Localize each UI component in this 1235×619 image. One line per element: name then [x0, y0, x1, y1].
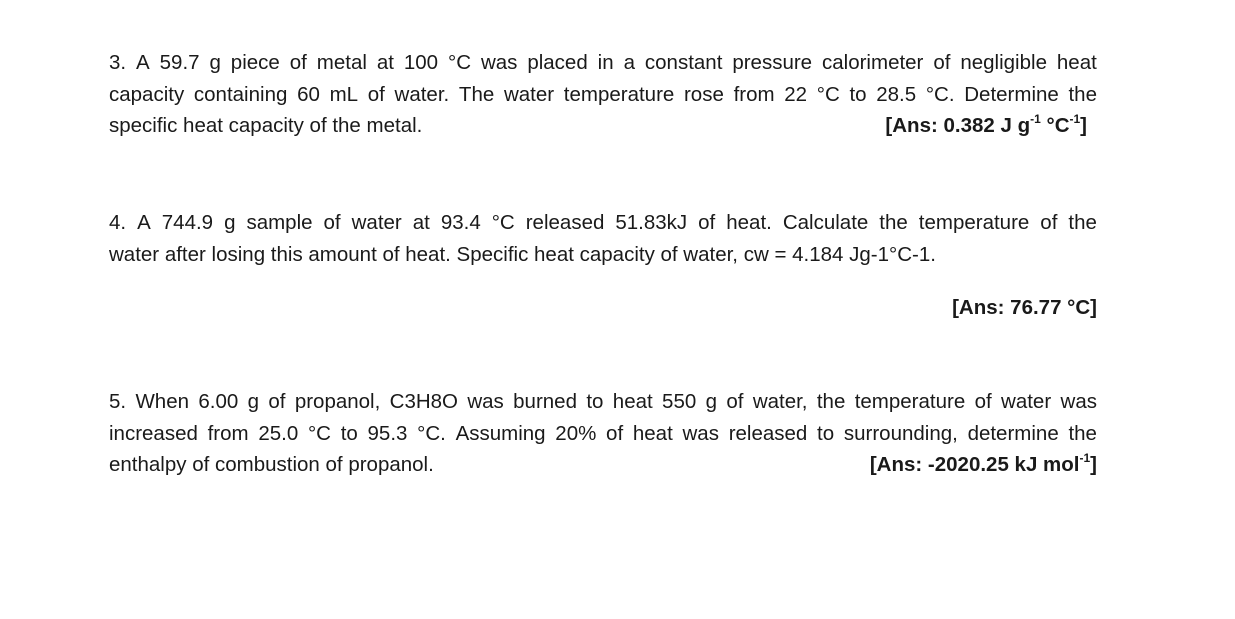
word: °C	[816, 82, 840, 106]
word: g	[247, 390, 260, 413]
word: heat	[1056, 51, 1097, 74]
word: The	[458, 82, 495, 106]
word: to	[817, 421, 835, 445]
answer-4-row	[109, 292, 1097, 324]
word: water	[503, 82, 555, 106]
word: released	[525, 211, 605, 234]
word: When	[135, 390, 190, 413]
word: piece	[230, 51, 280, 74]
word: in	[597, 51, 614, 74]
word: Determine	[964, 82, 1059, 106]
word: temperature	[918, 211, 1030, 234]
word: 4.	[109, 211, 127, 234]
question-5-line-2	[109, 418, 1097, 450]
word: to	[586, 390, 604, 413]
word: of	[367, 82, 385, 106]
word: A	[136, 51, 150, 74]
word: heat.	[726, 211, 772, 234]
word: heat	[632, 421, 673, 445]
word: °C	[491, 211, 515, 234]
word: C3H8O	[389, 390, 458, 413]
word: sample	[246, 211, 313, 234]
word: temperature	[854, 390, 966, 413]
word: from	[733, 82, 775, 106]
word: from	[207, 421, 249, 445]
word: 5.	[109, 390, 127, 413]
word: water,	[752, 390, 808, 413]
answer-3-post: ]	[1080, 114, 1087, 137]
word: 3.	[109, 51, 127, 74]
word: 95.3	[367, 421, 408, 445]
word: 93.4	[440, 211, 481, 234]
word: metal	[316, 51, 367, 74]
word: water.	[394, 82, 450, 106]
word: 60	[297, 82, 320, 106]
word: of	[726, 390, 744, 413]
question-4-line-1	[109, 207, 1097, 239]
question-3-line-2	[109, 79, 1097, 111]
word: was	[480, 51, 518, 74]
word: placed	[527, 51, 588, 74]
answer-3-sup-2: -1	[1069, 112, 1081, 126]
word: Calculate	[782, 211, 869, 234]
word: was	[467, 390, 504, 413]
word: water	[1001, 390, 1052, 413]
answer-3-pre: [Ans: 0.382 J g	[885, 114, 1031, 137]
word: pressure	[732, 51, 813, 74]
question-3	[109, 47, 1097, 142]
answer-5-sup-1: -1	[1079, 451, 1091, 465]
word: g	[224, 211, 236, 234]
word: water	[351, 211, 402, 234]
word: 20%	[555, 421, 597, 445]
word: 100	[403, 51, 439, 74]
answer-5	[870, 449, 1097, 481]
word: 28.5	[876, 82, 917, 106]
word: 59.7	[159, 51, 200, 74]
word: to	[340, 421, 358, 445]
word: was	[682, 421, 719, 445]
word: the	[879, 211, 908, 234]
answer-3-sup-1: -1	[1030, 112, 1041, 126]
word: capacity	[109, 82, 185, 106]
word: of	[974, 390, 992, 413]
word: mL	[329, 82, 359, 106]
word: burned	[513, 390, 577, 413]
word: the	[816, 390, 846, 413]
word: A	[137, 211, 151, 234]
word: containing	[193, 82, 288, 106]
question-5-line-3: enthalpy of combustion of propanol.	[109, 453, 434, 476]
word: of	[606, 421, 624, 445]
word: increased	[109, 421, 198, 445]
question-3-line-3-row	[109, 110, 1097, 142]
word: of	[1040, 211, 1058, 234]
word: °C	[448, 51, 472, 74]
answer-5-post: ]	[1090, 453, 1097, 476]
word: of	[323, 211, 341, 234]
answer-3	[885, 110, 1087, 142]
question-5-line-1	[109, 386, 1097, 418]
word: constant	[644, 51, 723, 74]
word: 744.9	[161, 211, 214, 234]
word: 550	[662, 390, 697, 413]
word: the	[1068, 211, 1097, 234]
word: surrounding,	[843, 421, 958, 445]
word: the	[1068, 421, 1097, 445]
word: of	[698, 211, 716, 234]
word: at	[412, 211, 430, 234]
word: a	[623, 51, 635, 74]
word: of	[933, 51, 951, 74]
word: 51.83kJ	[615, 211, 688, 234]
word: 6.00	[198, 390, 239, 413]
word: determine	[967, 421, 1059, 445]
question-3-line-1	[109, 47, 1097, 79]
word: 25.0	[258, 421, 299, 445]
word: of	[268, 390, 286, 413]
word: propanol,	[294, 390, 381, 413]
word: rose	[683, 82, 724, 106]
word: released	[728, 421, 808, 445]
question-4	[109, 207, 1097, 324]
answer-3-mid: °C	[1040, 114, 1070, 137]
word: temperature	[563, 82, 675, 106]
word: g	[705, 390, 718, 413]
word: negligible	[960, 51, 1047, 74]
word: °C.	[925, 82, 955, 106]
question-3-line-3: specific heat capacity of the metal.	[109, 114, 423, 137]
word: at	[376, 51, 394, 74]
word: was	[1060, 390, 1097, 413]
word: °C	[307, 421, 331, 445]
word: heat	[612, 390, 653, 413]
word: calorimeter	[822, 51, 924, 74]
word: Assuming	[455, 421, 546, 445]
word: the	[1068, 82, 1097, 106]
word: 22	[784, 82, 808, 106]
question-5	[109, 386, 1097, 481]
answer-5-pre: [Ans: -2020.25 kJ mol	[869, 453, 1080, 476]
question-5-line-3-row	[109, 449, 1097, 481]
word: g	[209, 51, 221, 74]
word: of	[289, 51, 307, 74]
answer-4: [Ans: 76.77 °C]	[952, 296, 1097, 319]
question-4-line-2: water after losing this amount of heat. Specific heat capacity of water, cw = 4.184 Jg-1°C-1.	[109, 242, 936, 266]
word: °C.	[417, 421, 446, 445]
word: to	[849, 82, 867, 106]
